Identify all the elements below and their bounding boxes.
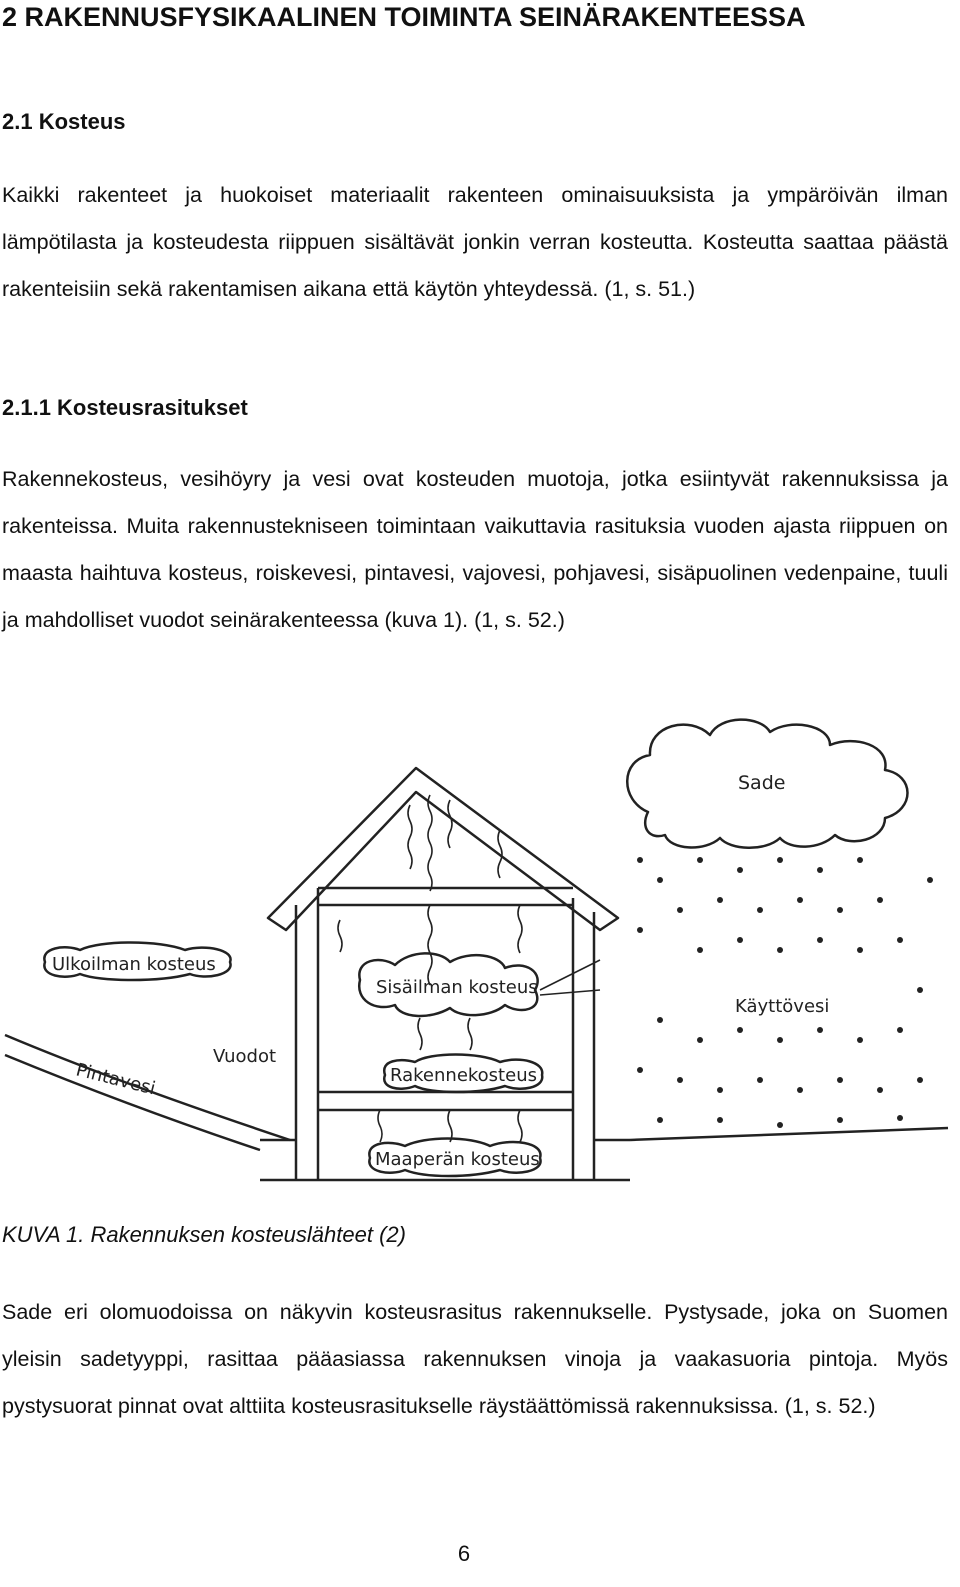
label-kayttovesi: Käyttövesi — [735, 996, 830, 1017]
label-pintavesi: Pintavesi — [73, 1059, 158, 1100]
house-walls — [296, 888, 594, 1180]
chapter-heading: 2 RAKENNUSFYSIKAALINEN TOIMINTA SEINÄRAKENTEESSA — [2, 2, 806, 32]
label-vuodot: Vuodot — [213, 1046, 277, 1067]
subsection-heading: 2.1.1 Kosteusrasitukset — [2, 395, 248, 420]
section-heading: 2.1 Kosteus — [2, 109, 126, 134]
label-ulkoilman-kosteus: Ulkoilman kosteus — [52, 954, 216, 975]
moisture-sources-figure — [0, 712, 960, 1212]
label-sisailman-kosteus: Sisäilman kosteus — [376, 977, 538, 998]
rain-drops — [637, 857, 933, 1128]
label-maaperan-kosteus: Maaperän kosteus — [375, 1149, 540, 1170]
ceiling — [318, 888, 573, 905]
ground-right — [630, 1128, 948, 1140]
page-number: 6 — [457, 1541, 471, 1566]
figure-caption: KUVA 1. Rakennuksen kosteuslähteet (2) — [2, 1222, 406, 1247]
floor — [318, 1092, 573, 1110]
label-rakennekosteus: Rakennekosteus — [390, 1065, 537, 1086]
paragraph-sade: Sade eri olomuodoissa on näkyvin kosteusrasitus rakennukselle. Pystysade, joka on Suomen yleisin sadetyyppi, rasittaa pääasiassa rakennuksen vinoja ja vaakasuoria pintoja. Myös pystysuorat pinnat ovat alttiita kosteusrasitukselle räystäättömissä rakennuksissa. (1, s. 52.) — [2, 1300, 948, 1418]
paragraph-kosteus: Kaikki rakenteet ja huokoiset materiaalit rakenteen ominaisuuksista ja ympäröivän ilman lämpötilasta ja kosteudesta riippuen sisältävät jonkin verran kosteutta. Kosteutta saattaa päästä rakenteisiin sekä rakentamisen aikana että käytön yhteydessä. (1, s. 51.) — [2, 183, 948, 301]
paragraph-kosteusrasitukset: Rakennekosteus, vesihöyry ja vesi ovat kosteuden muotoja, jotka esiintyvät rakennuksissa ja rakenteissa. Muita rakennustekniseen toimintaan vaikuttavia rasituksia vuoden ajasta riippuen on maasta haihtuva kosteus, roiskevesi, pintavesi, vajovesi, pohjavesi, sisäpuolinen vedenpaine, tuuli ja mahdolliset vuodot seinärakenteessa (kuva 1). (1, s. 52.) — [2, 467, 948, 632]
label-sade: Sade — [738, 772, 786, 794]
